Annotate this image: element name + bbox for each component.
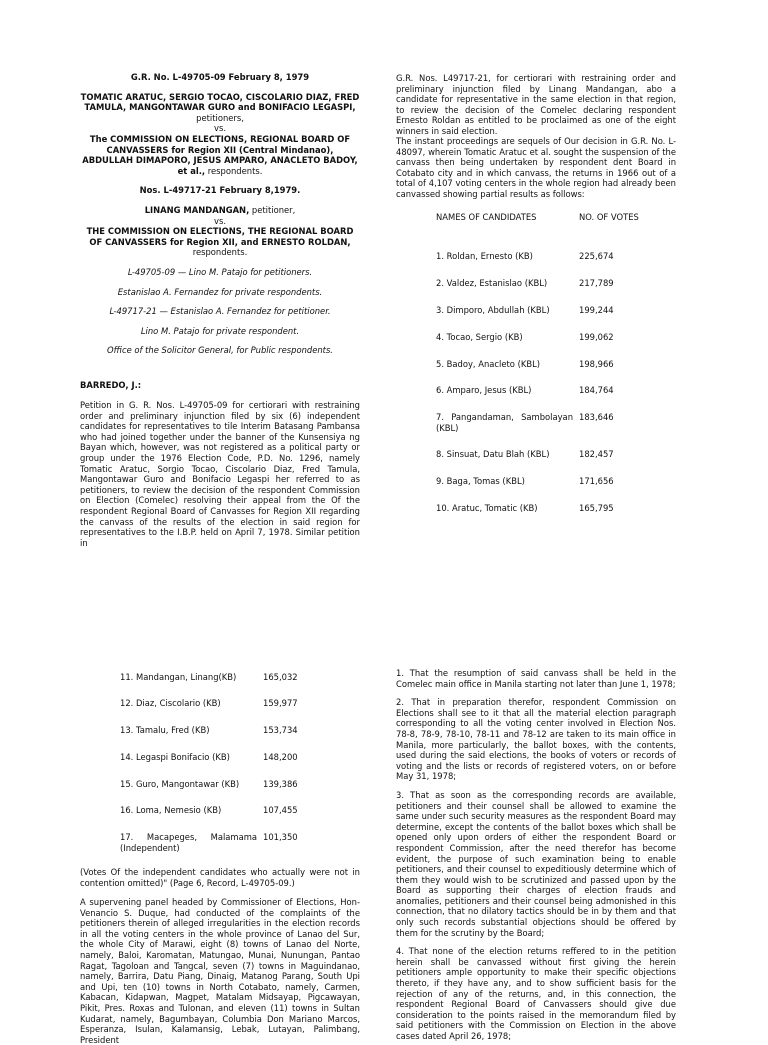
candidate-votes: 153,734 [263, 725, 298, 735]
page2-right-column [396, 668, 676, 1041]
candidate-votes: 171,656 [579, 476, 614, 486]
counsel-line: L-49705-09 — Lino M. Patajo for petitioners. [127, 266, 313, 277]
respondents2-block [80, 226, 360, 258]
candidate-votes: 183,646 [579, 412, 614, 422]
candidate-votes: 107,455 [263, 805, 298, 815]
order-item: 3. That as soon as the corresponding records are available, petitioners and their counsel shall be allowed to examine the same under such security measures as the respondent Board may determine, except the contents of the ballot boxes which shall be opened only upon orders of either the respondent Board or respondent Commission, after the need therefor has become evident, the purpose of such examination being to enable petitioners, and their counsel to expeditiously determine which of them they would wish to be scrutinized and passed upon by the Board as supporting their charges of election frauds and anomalies, petitioners and their counsel being admonished in this connection, that no dilatory tactics should be in by them and that only such records substantial objections should be offered by them for the scrutiny by the Board; [396, 789, 676, 938]
candidate-votes: 165,795 [579, 503, 614, 513]
candidate-votes: 198,966 [579, 359, 614, 369]
candidate-name: 2. Valdez, Estanislao (KBL) [436, 278, 548, 288]
versus-2: vs. [214, 215, 226, 226]
respondents2-label: respondents. [192, 247, 248, 258]
votes-table-1 [436, 212, 676, 522]
candidate-votes: 225,674 [579, 251, 614, 261]
candidate-name: 15. Guro, Mangontawar (KB) [120, 779, 240, 789]
candidate-votes: 217,789 [579, 278, 614, 288]
candidate-votes: 182,457 [579, 449, 614, 459]
candidate-name: 9. Baga, Tomas (KBL) [436, 476, 525, 486]
petitioner2-block [80, 205, 360, 216]
case-number: G.R. No. L-49705-09 February 8, 1979 [130, 72, 310, 82]
body-paragraph: The instant proceedings are sequels of Our decision in G.R. No. L-48097, wherein Tomatic Aratuc et al. sought the suspension of the canvass then being undertaken by respondent dent Board in Cotabato city and in which canvass, the returns in 1966 out of a total of 4,107 voting centers in the whole region had already been canvassed showing partial results as follows: [396, 136, 676, 199]
candidate-name: 12. Diaz, Ciscolario (KB) [120, 698, 221, 708]
candidate-name: 8. Sinsuat, Datu Blah (KBL) [436, 449, 550, 459]
candidate-votes: 139,386 [263, 779, 298, 789]
candidate-name: 13. Tamalu, Fred (KB) [120, 725, 210, 735]
counsel-line: Lino M. Patajo for private respondent. [140, 325, 300, 336]
candidate-name: 7. Pangandaman, Sambolayan (KBL) [436, 412, 573, 433]
order-item: 2. That in preparation therefor, respondent Commission on Elections shall see to it that all the material election paragraph corresponding to all the voting center involved in Election Nos. 78-8, 78-9, 78-10, 78-11 and 78-12 are taken to its main office in Manila, more particularly, the ballot boxes, with the contents, used during the said elections, the books of voters or records of voting and the lists or records of registered voters, on or before May 31, 1978; [396, 697, 676, 782]
petitioner2-name: LINANG MANDANGAN, [144, 204, 250, 215]
candidate-votes: 159,977 [263, 698, 298, 708]
respondents-block [80, 134, 360, 176]
table-header-names: NAMES OF CANDIDATES [436, 212, 537, 222]
candidate-votes: 148,200 [263, 752, 298, 762]
petitioners-block [80, 92, 360, 124]
body-paragraph: G.R. Nos. L49717-21, for certiorari with restraining order and preliminary injunction filed by Linang Mandangan, abo a candidate for representative in the same election in that region, to review the decision of the Comelec declaring respondent Ernesto Roldan as entitled to be proclaimed as one of the eight winners in said election. [396, 73, 676, 136]
candidate-name: 17. Macapeges, Malamama (Independent) [120, 832, 257, 853]
candidate-name: 4. Tocao, Sergio (KB) [436, 332, 523, 342]
petitioners-names: TOMATIC ARATUC, SERGIO TOCAO, CISCOLARIO DIAZ, FRED TAMULA, MANGONTAWAR GURO and BONIFACIO LEGASPI, [80, 91, 360, 113]
case-number-2: Nos. L-49717-21 February 8,1979. [139, 185, 301, 196]
candidate-name: 1. Roldan, Ernesto (KB) [436, 251, 533, 261]
order-item: 4. That none of the election returns reffered to in the petition herein shall be canvassed without first giving the herein petitioners ample opportunity to make their specific objections thereto, if they have any, and to show sufficient basis for the rejection of any of the returns, and, in this connection, the respondent Regional Board of Canvassers should give due consideration to the points raised in the memorandum filed by said petitioners with the Commission on Election in the above cases dated April 26, 1978; [396, 946, 676, 1041]
versus-1: vs. [214, 123, 226, 134]
candidate-votes: 199,244 [579, 305, 614, 315]
candidate-votes: 101,350 [263, 832, 298, 842]
candidate-name: 6. Amparo, Jesus (KBL) [436, 385, 532, 395]
author-line: BARREDO, J.: [80, 380, 142, 390]
order-item: 1. That the resumption of said canvass shall be held in the Comelec main office in Manila starting not later than June 1, 1978; [396, 668, 676, 689]
candidate-name: 14. Legaspi Bonifacio (KB) [120, 752, 230, 762]
candidate-name: 16. Loma, Nemesio (KB) [120, 805, 222, 815]
body-paragraph: A supervening panel headed by Commissioner of Elections, Hon- Venancio S. Duque, had conducted of the complaints of the petitioners therein of alleged irregularities in the election records in all the voting centers in the whole province of Lanao del Sur, the whole City of Marawi, eight (8) towns of Lanao del Norte, namely, Baloi, Karomatan, Matungao, Munai, Nunungan, Pantao Ragat, Tagoloan and Tangcal, seven (7) towns in Maguindanao, namely, Barrira, Datu Piang, Dinaig, Matanog Parang, South Upi and Upi, ten (10) towns in North Cotabato, namely, Carmen, Kabacan, Kidapwan, Magpet, Matalam Midsayap, Pigcawayan, Pikit, Pres. Roxas and Tulonan, and eleven (11) towns in Sultan Kudarat, namely, Bagumbayan, Columbia Don Mariano Marcos, Esperanza, Isulan, Kalamansig, Lebak, Lutayan, Palimbang, President [80, 897, 360, 1045]
petitioner2-label: petitioner, [249, 204, 296, 215]
candidate-name: 10. Aratuc, Tomatic (KB) [436, 503, 538, 513]
candidate-name: 3. Dimporo, Abdullah (KBL) [436, 305, 550, 315]
table-note: (Votes Of the independent candidates who actually were not in contention omitted)" (Page 6, Record, L-49705-09.) [80, 867, 360, 888]
candidate-name: 11. Mandangan, Linang(KB) [120, 672, 237, 682]
respondents-label: respondents. [205, 165, 263, 176]
counsel-line: Office of the Solicitor General, for Public respondents. [107, 345, 333, 356]
counsel-line: L-49717-21 — Estanislao A. Fernandez for petitioner. [109, 306, 331, 317]
counsel-line: Estanislao A. Fernandez for private respondents. [117, 286, 323, 297]
candidate-votes: 165,032 [263, 672, 298, 682]
respondents2-names: THE COMMISSION ON ELECTIONS, THE REGIONAL BOARD OF CANVASSERS for Region XII, and ERNESTO ROLDAN, [86, 226, 354, 247]
respondents-names: The COMMISSION ON ELECTIONS, REGIONAL BOARD OF CANVASSERS for Region XII (Central Mindanao), ABDULLAH DIMAPORO, JESUS AMPARO, ANACLETO BADOY, et al., [82, 133, 358, 176]
page1-left-column [80, 72, 360, 356]
candidate-votes: 184,764 [579, 385, 614, 395]
votes-table-2 [120, 672, 360, 862]
table-header-votes: NO. OF VOTES [579, 212, 639, 222]
candidate-votes: 199,062 [579, 332, 614, 342]
candidate-name: 5. Badoy, Anacleto (KBL) [436, 359, 541, 369]
petitioners-label: petitioners, [196, 112, 244, 123]
body-paragraph: Petition in G. R. Nos. L-49705-09 for certiorari with restraining order and preliminary injunction filed by six (6) independent candidates for representatives to tile Interim Batasang Pambansa who had joined together under the banner of the Kunsensiya ng Bayan which, however, was not registered as a political party or group under the 1976 Election Code, P.D. No. 1296, namely Tomatic Aratuc, Sorgio Tocao, Ciscolario Diaz, Fred Tamula, Mangontawar Guro and Bonifacio Legaspi her referred to as petitioners, to review the decision of the respondent Commission on Election (Comelec) resolving their appeal from the Of the respondent Regional Board of Canvasses for Region XII regarding the canvass of the results of the election in said region for representatives to the I.B.P. held on April 7, 1978. Similar petition in [80, 400, 360, 548]
